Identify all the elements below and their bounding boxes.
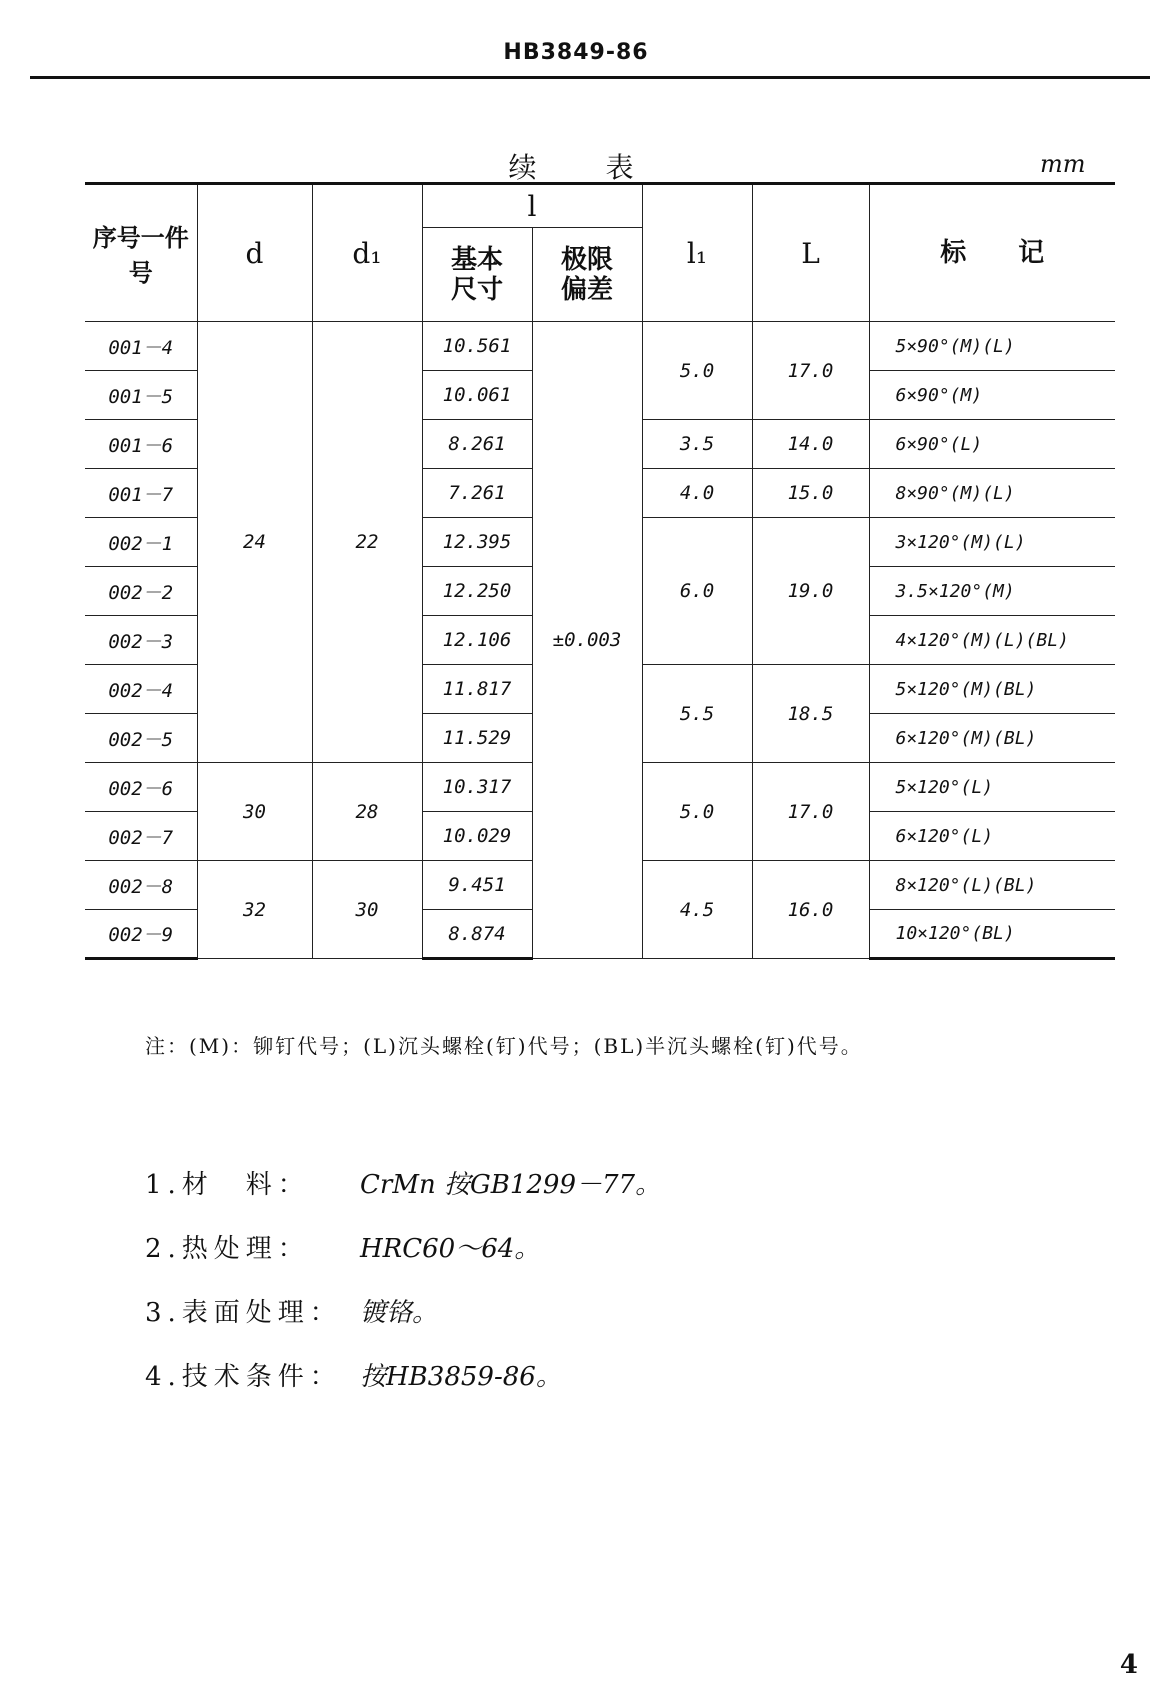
d-cell: 30 — [197, 763, 312, 861]
basic-size-cell: 10.561 — [422, 322, 532, 371]
header-d1: d₁ — [312, 184, 422, 322]
seq-cell: 002－3 — [85, 616, 197, 665]
mark-cell: 8×120°(L)(BL) — [869, 861, 1115, 910]
d-cell: 32 — [197, 861, 312, 959]
header-basic-size: 基本尺寸 — [422, 228, 532, 322]
mark-cell: 6×90°(L) — [869, 420, 1115, 469]
seq-cell: 001－6 — [85, 420, 197, 469]
l1-cell: 5.0 — [642, 322, 752, 420]
technical-requirements — [145, 1150, 661, 1406]
d1-cell: 22 — [312, 322, 422, 763]
seq-cell: 002－6 — [85, 763, 197, 812]
L-cell: 14.0 — [752, 420, 869, 469]
l1-cell: 5.0 — [642, 763, 752, 861]
L-cell: 17.0 — [752, 763, 869, 861]
tech-item — [145, 1150, 661, 1214]
basic-size-cell: 11.817 — [422, 665, 532, 714]
basic-size-cell: 10.029 — [422, 812, 532, 861]
deviation-cell: ±0.003 — [532, 322, 642, 959]
header-rule — [30, 76, 1150, 79]
seq-cell: 002－1 — [85, 518, 197, 567]
tech-label: 3.表面处理： — [145, 1297, 342, 1328]
l1-cell: 4.5 — [642, 861, 752, 959]
header-d: d — [197, 184, 312, 322]
seq-cell: 001－4 — [85, 322, 197, 371]
basic-size-cell: 12.395 — [422, 518, 532, 567]
L-cell: 18.5 — [752, 665, 869, 763]
tech-value: 按HB3859-86。 — [360, 1361, 562, 1392]
basic-size-cell: 8.874 — [422, 910, 532, 959]
header-L: L — [752, 184, 869, 322]
seq-cell: 002－5 — [85, 714, 197, 763]
basic-size-cell: 11.529 — [422, 714, 532, 763]
tech-value: HRC60～64。 — [360, 1233, 541, 1264]
tech-label: 4.技术条件： — [145, 1361, 342, 1392]
header-l: l — [422, 184, 642, 228]
l1-cell: 6.0 — [642, 518, 752, 665]
L-cell: 19.0 — [752, 518, 869, 665]
header-limit-deviation: 极限偏差 — [532, 228, 642, 322]
d1-cell: 28 — [312, 763, 422, 861]
tech-value: CrMn 按GB1299－77。 — [360, 1169, 662, 1200]
seq-cell: 001－7 — [85, 469, 197, 518]
L-cell: 17.0 — [752, 322, 869, 420]
mark-cell: 4×120°(M)(L)(BL) — [869, 616, 1115, 665]
mark-cell: 8×90°(M)(L) — [869, 469, 1115, 518]
mark-cell: 3×120°(M)(L) — [869, 518, 1115, 567]
spec-table — [85, 182, 1115, 960]
document-code: HB3849-86 — [503, 40, 649, 65]
basic-size-cell: 7.261 — [422, 469, 532, 518]
mark-cell: 5×90°(M)(L) — [869, 322, 1115, 371]
mark-cell: 5×120°(L) — [869, 763, 1115, 812]
basic-size-cell: 8.261 — [422, 420, 532, 469]
basic-size-cell: 12.250 — [422, 567, 532, 616]
basic-size-cell: 9.451 — [422, 861, 532, 910]
page-number: 4 — [1119, 1650, 1138, 1680]
header-mark: 标 记 — [869, 184, 1115, 322]
seq-cell: 002－2 — [85, 567, 197, 616]
basic-size-cell: 10.061 — [422, 371, 532, 420]
mark-cell: 6×120°(M)(BL) — [869, 714, 1115, 763]
mark-cell: 6×120°(L) — [869, 812, 1115, 861]
basic-size-cell: 10.317 — [422, 763, 532, 812]
L-cell: 15.0 — [752, 469, 869, 518]
tech-item — [145, 1278, 661, 1342]
l1-cell: 5.5 — [642, 665, 752, 763]
mark-cell: 5×120°(M)(BL) — [869, 665, 1115, 714]
header-l1: l₁ — [642, 184, 752, 322]
tech-label: 1.材 料： — [145, 1169, 310, 1200]
table-title: 续 表 — [508, 151, 664, 184]
mark-cell: 3.5×120°(M) — [869, 567, 1115, 616]
tech-item — [145, 1342, 661, 1406]
basic-size-cell: 12.106 — [422, 616, 532, 665]
table-note: 注：(M)：铆钉代号；(L)沉头螺栓(钉)代号；(BL)半沉头螺栓(钉)代号。 — [145, 1034, 863, 1058]
seq-cell: 002－4 — [85, 665, 197, 714]
l1-cell: 3.5 — [642, 420, 752, 469]
seq-cell: 002－7 — [85, 812, 197, 861]
tech-value: 镀铬。 — [360, 1297, 439, 1328]
mark-cell: 6×90°(M) — [869, 371, 1115, 420]
L-cell: 16.0 — [752, 861, 869, 959]
seq-cell: 002－8 — [85, 861, 197, 910]
d1-cell: 30 — [312, 861, 422, 959]
seq-cell: 001－5 — [85, 371, 197, 420]
mark-cell: 10×120°(BL) — [869, 910, 1115, 959]
seq-cell: 002－9 — [85, 910, 197, 959]
tech-label: 2.热处理： — [145, 1233, 310, 1264]
tech-item — [145, 1214, 661, 1278]
unit-label: mm — [1040, 150, 1086, 178]
d-cell: 24 — [197, 322, 312, 763]
header-seq: 序号一件号 — [85, 184, 197, 322]
l1-cell: 4.0 — [642, 469, 752, 518]
